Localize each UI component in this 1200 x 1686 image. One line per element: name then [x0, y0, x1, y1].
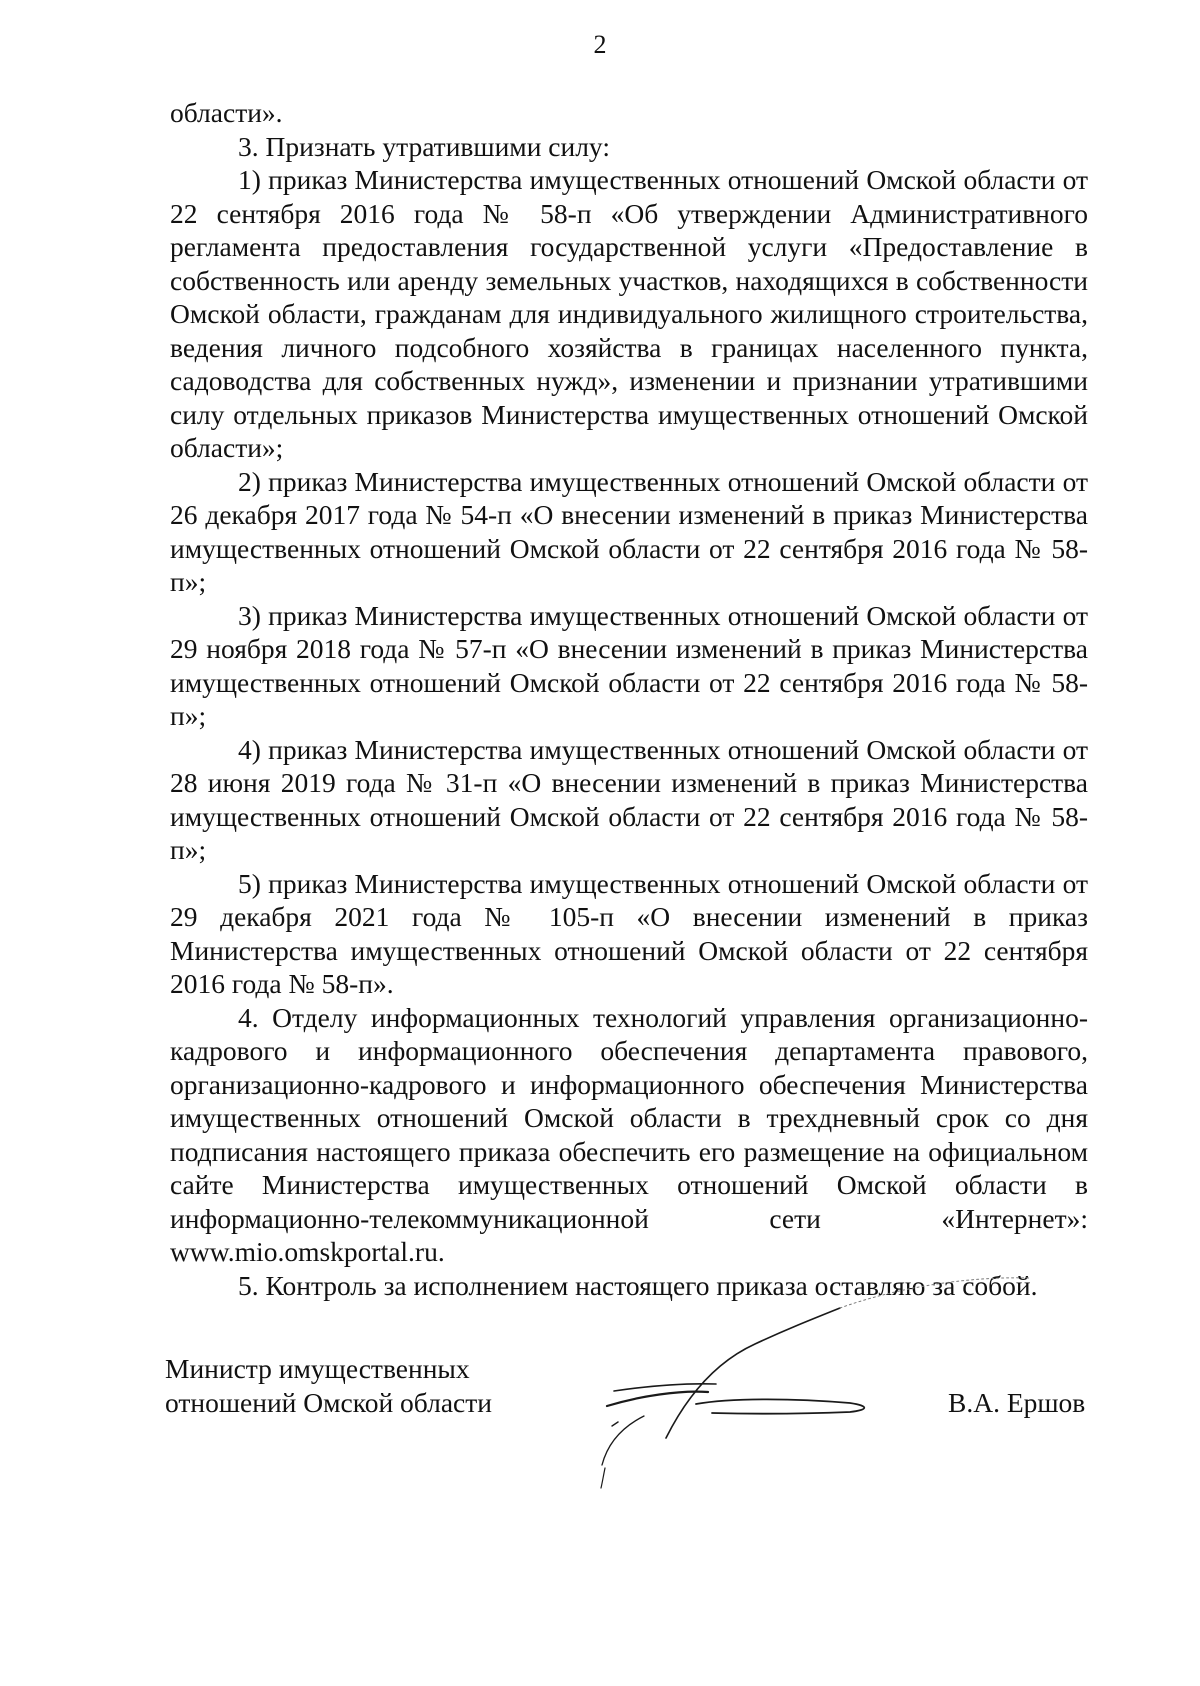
paragraph-subitem-5: 5) приказ Министерства имущественных отношений Омской области от 29 декабря 2021 года № 105-п «О внесении изменений в приказ Министерства имущественных отношений Омской области от 22 сентября 2016 года № 58-п». [170, 867, 1088, 999]
paragraph-subitem-3: 3) приказ Министерства имущественных отношений Омской области от 29 ноября 2018 года № 57-п «О внесении изменений в приказ Министерства имущественных отношений Омской области от 22 сентября 2016 года № 58-п»; [170, 599, 1088, 731]
paragraph-subitem-1: 1) приказ Министерства имущественных отношений Омской области от 22 сентября 2016 года № 58-п «Об утверждении Административного регламента предоставления государственной услуги «Предоставление в собственность или аренду земельных участков, находящихся в собственности Омской области, гражданам для индивидуального жилищного строительства, ведения личного подсобного хозяйства в границах населенного пункта, садоводства для собственных нужд», изменении и признании утратившими силу отдельных приказов Министерства имущественных отношений Омской области»; [170, 164, 1088, 463]
document-body [170, 96, 1088, 1302]
signatory-name: В.А. Ершов [948, 1387, 1086, 1418]
paragraph-item-5: 5. Контроль за исполнением настоящего приказа оставляю за собой. [238, 1269, 1038, 1301]
signatory-title-line-2: отношений Омской области [165, 1387, 492, 1418]
paragraph-item-3: 3. Признать утратившими силу: [238, 130, 610, 162]
paragraph-subitem-2: 2) приказ Министерства имущественных отношений Омской области от 26 декабря 2017 года № 54-п «О внесении изменений в приказ Министерства имущественных отношений Омской области от 22 сентября 2016 года № 58-п»; [170, 465, 1088, 597]
paragraph-item-4: 4. Отделу информационных технологий управления организационно-кадрового и информационного обеспечения департамента правового, организационно-кадрового и информационного обеспечения Министерства имущественных отношений Омской области в трехдневный срок со дня подписания настоящего приказа обеспечить его размещение на официальном сайте Министерства имущественных отношений Омской области в информационно-телекоммуникационной сети «Интернет»: www.mio.omskportal.ru. [170, 1001, 1088, 1267]
paragraph-continuation: области». [170, 97, 283, 128]
signatory-title-line-1: Министр имущественных [165, 1353, 470, 1384]
paragraph-subitem-4: 4) приказ Министерства имущественных отношений Омской области от 28 июня 2019 года № 31-п «О внесении изменений в приказ Министерства имущественных отношений Омской области от 22 сентября 2016 года № 58-п»; [170, 733, 1088, 865]
page-number: 2 [593, 30, 607, 59]
